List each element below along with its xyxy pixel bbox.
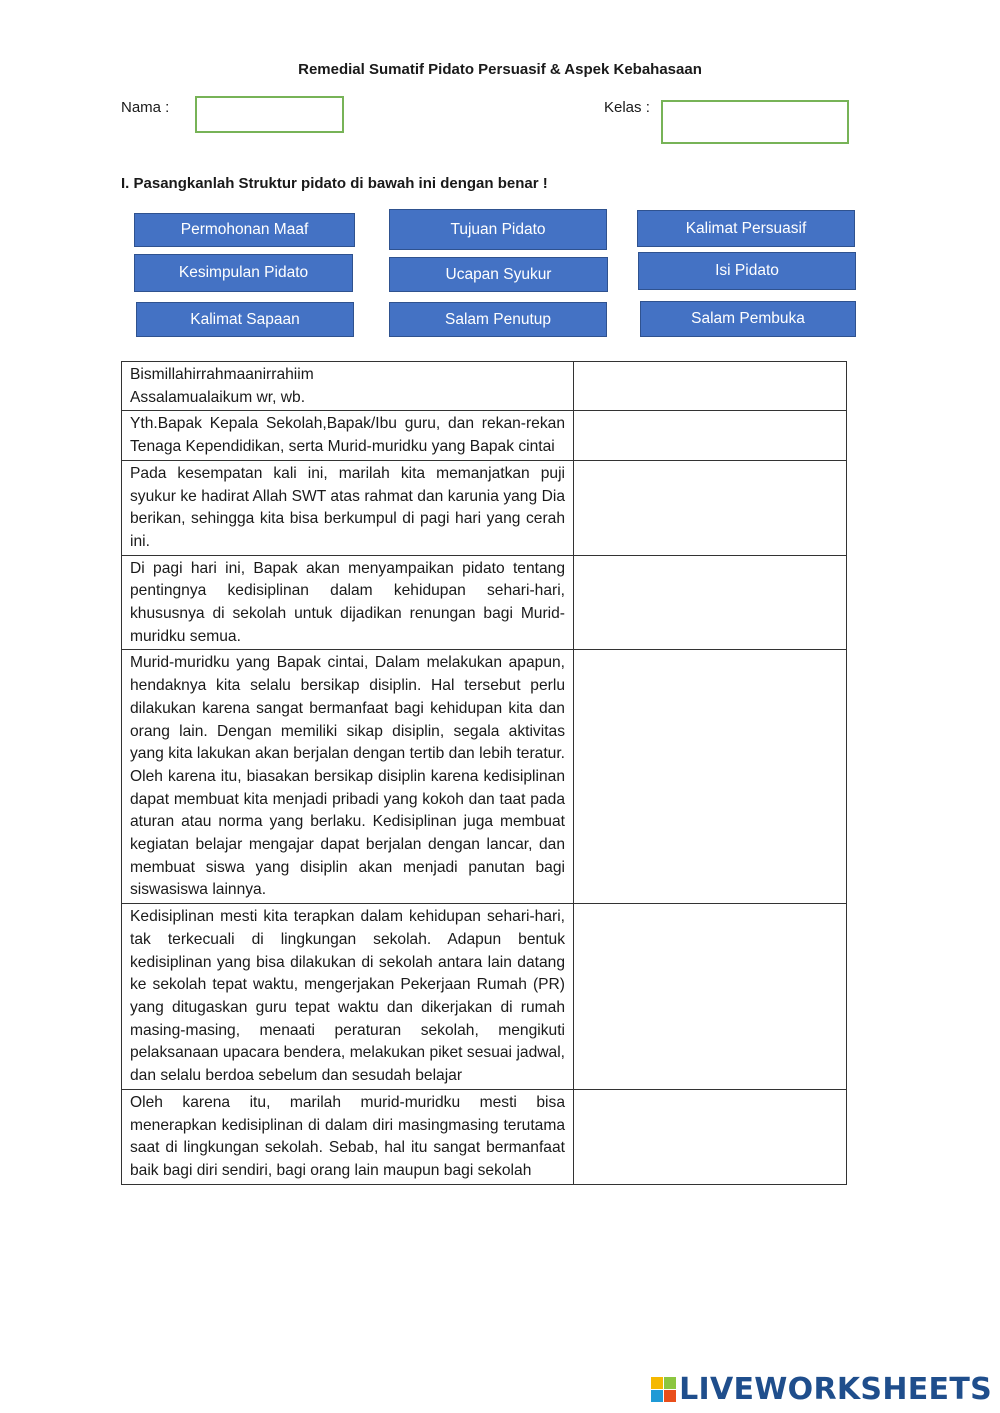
speech-text-cell	[122, 362, 574, 411]
option-salam-pembuka[interactable]: Salam Pembuka	[640, 301, 856, 337]
option-ucapan-syukur[interactable]: Ucapan Syukur	[389, 257, 608, 292]
option-permohonan-maaf[interactable]: Permohonan Maaf	[134, 213, 355, 247]
instruction-heading: I. Pasangkanlah Struktur pidato di bawah ini dengan benar !	[121, 175, 548, 192]
answer-drop-zone[interactable]	[574, 650, 847, 904]
nama-label: Nama :	[121, 99, 170, 116]
liveworksheets-logo-icon	[651, 1377, 676, 1402]
answer-drop-zone[interactable]	[574, 555, 847, 650]
speech-text-cell: Pada kesempatan kali ini, marilah kita memanjatkan puji syukur ke hadirat Allah SWT atas rahmat dan karunia yang Dia berikan, sehingga kita bisa berkumpul di pagi hari yang cerah ini.	[122, 460, 574, 555]
table-row	[122, 460, 847, 555]
option-kalimat-persuasif[interactable]: Kalimat Persuasif	[637, 210, 855, 247]
nama-input[interactable]	[195, 96, 344, 133]
option-kalimat-sapaan[interactable]: Kalimat Sapaan	[136, 302, 354, 337]
table-row	[122, 1089, 847, 1184]
table-row	[122, 555, 847, 650]
table-row	[122, 650, 847, 904]
speech-text-cell: Oleh karena itu, marilah murid-muridku mesti bisa menerapkan kedisiplinan di dalam diri masingmasing terutama saat di lingkungan sekolah. Sebab, hal itu sangat bermanfaat baik bagi diri sendiri, bagi orang lain maupun bagi sekolah	[122, 1089, 574, 1184]
table-row	[122, 904, 847, 1090]
speech-text-line: Assalamualaikum wr, wb.	[130, 388, 306, 406]
logo-square	[651, 1390, 663, 1402]
kelas-input[interactable]	[661, 100, 849, 144]
speech-structure-table	[121, 361, 847, 1185]
table-row	[122, 411, 847, 460]
answer-drop-zone[interactable]	[574, 411, 847, 460]
answer-drop-zone[interactable]	[574, 460, 847, 555]
option-kesimpulan-pidato[interactable]: Kesimpulan Pidato	[134, 254, 353, 292]
answer-drop-zone[interactable]	[574, 1089, 847, 1184]
logo-square	[651, 1377, 663, 1389]
speech-text-cell: Murid-muridku yang Bapak cintai, Dalam melakukan apapun, hendaknya kita selalu bersikap disiplin. Hal tersebut perlu dilakukan karena sangat bermanfaat bagi kehidupan kita dan orang lain. Dengan memiliki sikap disiplin, segala aktivitas yang kita lakukan akan berjalan dengan tertib dan lebih teratur. Oleh karena itu, biasakan bersikap disiplin karena kedisiplinan dapat membuat kita menjadi pribadi yang kokoh dan taat pada aturan atau norma yang berlaku. Kedisiplinan juga membuat kegiatan belajar mengajar dapat berjalan dengan lancar, dan membuat siswa yang disiplin akan menjadi panutan bagi siswasiswa lainnya.	[122, 650, 574, 904]
speech-text-cell: Di pagi hari ini, Bapak akan menyampaikan pidato tentang pentingnya kedisiplinan dalam kehidupan sehari-hari, khususnya di sekolah untuk dijadikan renungan bagi Murid-muridku semua.	[122, 555, 574, 650]
kelas-label: Kelas :	[604, 99, 650, 116]
option-isi-pidato[interactable]: Isi Pidato	[638, 252, 856, 290]
table-row	[122, 362, 847, 411]
answer-drop-zone[interactable]	[574, 904, 847, 1090]
speech-text-cell: Kedisiplinan mesti kita terapkan dalam kehidupan sehari-hari, tak terkecuali di lingkungan sekolah. Adapun bentuk kedisiplinan yang bisa dilakukan di sekolah antara lain datang ke sekolah tepat waktu, mengerjakan Pekerjaan Rumah (PR) yang ditugaskan guru tepat waktu dan dikerjakan di rumah masing-masing, menaati peraturan sekolah, mengikuti pelaksanaan upacara bendera, melakukan piket sesuai jadwal, dan selalu berdoa sebelum dan sesudah belajar	[122, 904, 574, 1090]
speech-text-cell: Yth.Bapak Kepala Sekolah,Bapak/Ibu guru, dan rekan-rekan Tenaga Kependidikan, serta Murid-muridku yang Bapak cintai	[122, 411, 574, 460]
speech-text-line: Bismillahirrahmaanirrahiim	[130, 366, 314, 383]
brand-name: LIVEWORKSHEETS	[679, 1372, 992, 1407]
option-salam-penutup[interactable]: Salam Penutup	[389, 302, 607, 337]
liveworksheets-brand	[651, 1372, 992, 1407]
option-tujuan-pidato[interactable]: Tujuan Pidato	[389, 209, 607, 250]
page-title: Remedial Sumatif Pidato Persuasif & Aspek Kebahasaan	[298, 61, 702, 78]
logo-square	[664, 1377, 676, 1389]
logo-square	[664, 1390, 676, 1402]
answer-drop-zone[interactable]	[574, 362, 847, 411]
